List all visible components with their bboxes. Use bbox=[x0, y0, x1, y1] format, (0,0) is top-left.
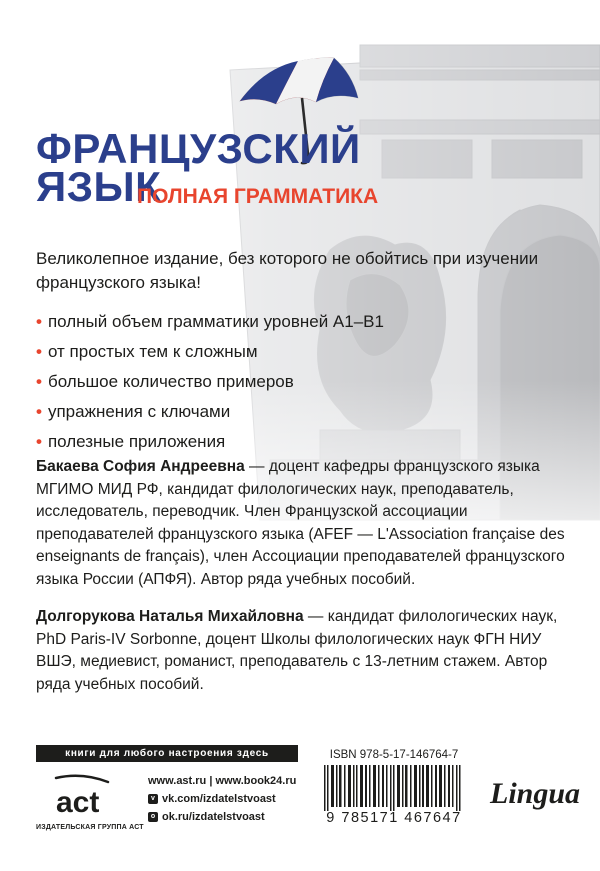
bullet-marker: • bbox=[36, 432, 42, 451]
feature-item bbox=[36, 307, 384, 337]
author-name: Бакаева София Андреевна bbox=[36, 458, 245, 475]
feature-text: полный объем грамматики уровней А1–В1 bbox=[47, 312, 384, 331]
book-title-line2: ЯЗЫК bbox=[36, 163, 162, 210]
ok-icon: o bbox=[148, 812, 158, 822]
publisher-logo bbox=[52, 772, 122, 820]
feature-text: полезные приложения bbox=[47, 432, 226, 451]
author-description: — кандидат филологических наук, PhD Paris-IV Sorbonne, доцент Школы филологических наук ФГН НИУ ВШЭ, медиевист, романист, преподаватель с 13-летним стажем. Автор ряда учебных пособий. bbox=[36, 608, 558, 693]
bullet-marker: • bbox=[36, 402, 42, 421]
feature-item bbox=[36, 337, 384, 367]
lingua-logo bbox=[488, 755, 588, 825]
svg-text:Lingua: Lingua bbox=[490, 777, 581, 810]
barcode-number: 9 785171 467647 bbox=[326, 810, 462, 826]
book-title-line1: ФРАНЦУЗСКИЙ bbox=[36, 125, 361, 172]
isbn-number: ISBN 978-5-17-146764-7 bbox=[329, 749, 459, 761]
vk-text[interactable]: vk.com/izdatelstvoast bbox=[162, 793, 276, 805]
bullet-marker: • bbox=[36, 312, 42, 331]
feature-item bbox=[36, 427, 384, 457]
vk-link[interactable] bbox=[148, 790, 296, 808]
author-bio bbox=[36, 606, 566, 696]
feature-text: большое количество примеров bbox=[47, 372, 294, 391]
author-description: — доцент кафедры французского языка МГИМО МИД РФ, кандидат филологических наук, преподаватель, исследователь, переводчик. Член Французской ассоциации преподавателей французского языка (AFEF — L'Association française des enseignants de français), член Ассоциации преподавателей французского языка России (АПФЯ). Автор ряда учебных пособий. bbox=[36, 458, 565, 588]
websites-text[interactable]: www.ast.ru | www.book24.ru bbox=[148, 775, 297, 787]
slogan-strip: книги для любого настроения здесь bbox=[36, 745, 298, 762]
bullet-marker: • bbox=[36, 342, 42, 361]
author-name: Долгорукова Наталья Михайловна bbox=[36, 608, 304, 625]
ok-link[interactable] bbox=[148, 808, 296, 826]
feature-text: упражнения с ключами bbox=[47, 402, 231, 421]
websites-link[interactable] bbox=[148, 772, 296, 790]
publisher-name: ИЗДАТЕЛЬСКАЯ ГРУППА АСТ bbox=[36, 824, 144, 831]
feature-item bbox=[36, 397, 384, 427]
intro-text: Великолепное издание, без которого не обойтись при изучении французского языка! bbox=[36, 249, 539, 292]
feature-list bbox=[36, 307, 384, 457]
author-bio bbox=[36, 456, 566, 592]
barcode-image bbox=[320, 765, 468, 811]
svg-text:act: act bbox=[56, 786, 100, 819]
ok-text[interactable]: ok.ru/izdatelstvoast bbox=[162, 811, 265, 823]
vk-icon: v bbox=[148, 794, 158, 804]
book-subtitle: ПОЛНАЯ ГРАММАТИКА bbox=[137, 185, 379, 208]
publisher-links bbox=[148, 772, 296, 826]
feature-item bbox=[36, 367, 384, 397]
feature-text: от простых тем к сложным bbox=[47, 342, 258, 361]
isbn-barcode bbox=[310, 749, 478, 829]
bullet-marker: • bbox=[36, 372, 42, 391]
